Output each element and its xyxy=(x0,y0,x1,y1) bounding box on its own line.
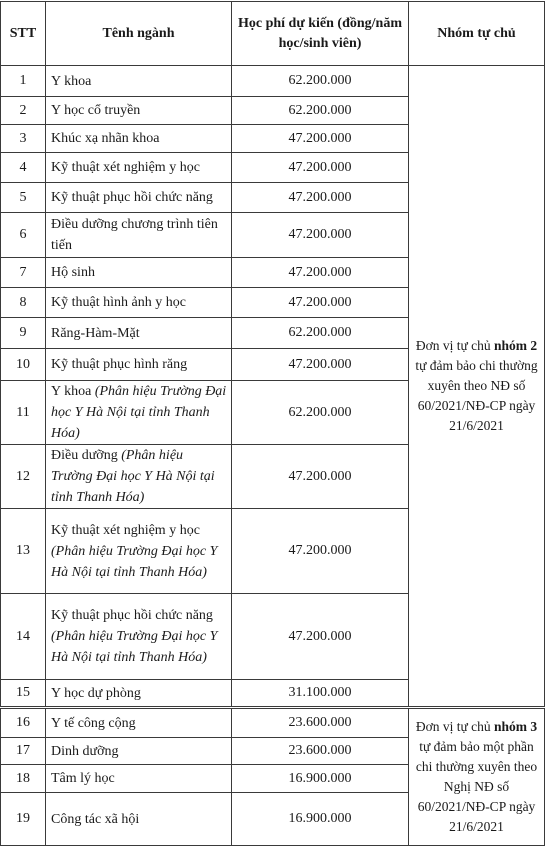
row-fee: 62.200.000 xyxy=(232,381,409,445)
row-name: Công tác xã hội xyxy=(46,793,232,846)
row-stt: 16 xyxy=(1,709,46,738)
row-fee: 47.200.000 xyxy=(232,445,409,509)
row-name-text: Kỹ thuật xét nghiệm y học xyxy=(51,522,200,538)
row-name-text: Răng-Hàm-Mặt xyxy=(51,325,140,341)
row-stt: 19 xyxy=(1,793,46,846)
table-row xyxy=(1,66,545,97)
row-stt: 12 xyxy=(1,445,46,509)
row-fee: 47.200.000 xyxy=(232,213,409,258)
row-fee: 47.200.000 xyxy=(232,183,409,213)
row-note: (Phân hiệu Trường Đại học Y Hà Nội tại tỉnh Thanh Hóa) xyxy=(51,543,218,580)
row-name-text: Kỹ thuật hình ảnh y học xyxy=(51,295,186,310)
row-name-text: Kỹ thuật phục hình răng xyxy=(51,357,188,372)
row-stt: 10 xyxy=(1,349,46,381)
table-row xyxy=(1,709,545,738)
row-fee: 62.200.000 xyxy=(232,318,409,349)
row-name xyxy=(46,594,232,680)
row-fee: 62.200.000 xyxy=(232,97,409,125)
row-name xyxy=(46,183,232,213)
row-name-text: Y khoa xyxy=(51,384,92,399)
row-name-text: Điều dưỡng xyxy=(51,448,118,463)
row-name xyxy=(46,97,232,125)
row-stt: 4 xyxy=(1,153,46,183)
group-text: tự đảm bảo một phần chi thường xuyên theo Nghị NĐ số 60/2021/NĐ-CP ngày 21/6/2021 xyxy=(415,739,538,834)
row-name xyxy=(46,213,232,258)
tuition-table-continued xyxy=(0,708,545,846)
row-name-text: Khúc xạ nhãn khoa xyxy=(51,131,160,146)
row-name xyxy=(46,66,232,97)
row-name-text: Y học dự phòng xyxy=(51,685,141,701)
header-row xyxy=(1,2,545,66)
row-fee: 62.200.000 xyxy=(232,66,409,97)
row-fee: 16.900.000 xyxy=(232,765,409,793)
row-stt: 6 xyxy=(1,213,46,258)
header-fee: Học phí dự kiến (đồng/năm học/sinh viên) xyxy=(232,2,409,66)
autonomy-group-3 xyxy=(409,709,545,846)
row-name xyxy=(46,381,232,445)
row-stt: 5 xyxy=(1,183,46,213)
row-name: Dinh dưỡng xyxy=(46,738,232,765)
row-name: Y tế công cộng xyxy=(46,709,232,738)
row-name xyxy=(46,125,232,153)
row-stt: 1 xyxy=(1,66,46,97)
header-name: Tênh ngành xyxy=(46,2,232,66)
row-name-text: Kỹ thuật phục hồi chức năng xyxy=(51,190,213,205)
row-name-text: Hộ sinh xyxy=(51,265,95,280)
row-stt: 3 xyxy=(1,125,46,153)
row-fee: 47.200.000 xyxy=(232,594,409,680)
row-fee: 47.200.000 xyxy=(232,349,409,381)
row-name-text: Y học cổ truyền xyxy=(51,103,141,118)
row-fee: 16.900.000 xyxy=(232,793,409,846)
autonomy-group-2 xyxy=(409,66,545,707)
row-name-text: Kỹ thuật phục hồi chức năng xyxy=(51,608,213,623)
row-name xyxy=(46,349,232,381)
row-note: (Phân hiệu Trường Đại học Y Hà Nội tại tỉnh Thanh Hóa) xyxy=(51,384,227,441)
row-name xyxy=(46,445,232,509)
row-name xyxy=(46,318,232,349)
row-name xyxy=(46,153,232,183)
row-stt: 2 xyxy=(1,97,46,125)
row-stt: 9 xyxy=(1,318,46,349)
row-name: Tâm lý học xyxy=(46,765,232,793)
row-fee: 47.200.000 xyxy=(232,125,409,153)
group-level: nhóm 2 xyxy=(494,338,538,353)
row-stt: 7 xyxy=(1,258,46,288)
group-text: Đơn vị tự chủ xyxy=(415,338,495,353)
row-note: (Phân hiệu Trường Đại học Y Hà Nội tại tỉnh Thanh Hóa) xyxy=(51,629,218,665)
row-stt: 17 xyxy=(1,738,46,765)
row-name-text: Kỹ thuật xét nghiệm y học xyxy=(51,160,200,175)
row-fee: 23.600.000 xyxy=(232,738,409,765)
row-name-text: Điều dưỡng chương trình tiên tiến xyxy=(51,217,218,253)
row-stt: 18 xyxy=(1,765,46,793)
group-text: Đơn vị tự chủ xyxy=(415,719,495,734)
group-level: nhóm 3 xyxy=(494,719,538,734)
row-name xyxy=(46,509,232,594)
row-fee: 47.200.000 xyxy=(232,509,409,594)
row-stt: 8 xyxy=(1,288,46,318)
row-fee: 47.200.000 xyxy=(232,153,409,183)
row-stt: 13 xyxy=(1,509,46,594)
header-stt: STT xyxy=(1,2,46,66)
row-name xyxy=(46,258,232,288)
row-fee: 23.600.000 xyxy=(232,709,409,738)
row-fee: 47.200.000 xyxy=(232,258,409,288)
row-fee: 47.200.000 xyxy=(232,288,409,318)
row-name xyxy=(46,288,232,318)
tuition-table xyxy=(0,1,545,707)
row-stt: 14 xyxy=(1,594,46,680)
row-name xyxy=(46,680,232,707)
header-group: Nhóm tự chủ xyxy=(409,2,545,66)
row-note: (Phân hiệu Trường Đại học Y Hà Nội tại tỉnh Thanh Hóa) xyxy=(51,448,215,505)
row-stt: 11 xyxy=(1,381,46,445)
group-text: tự đảm bảo chi thường xuyên theo NĐ số 60/2021/NĐ-CP ngày 21/6/2021 xyxy=(415,358,538,433)
row-name-text: Y khoa xyxy=(51,73,92,89)
row-stt: 15 xyxy=(1,680,46,707)
row-fee: 31.100.000 xyxy=(232,680,409,707)
